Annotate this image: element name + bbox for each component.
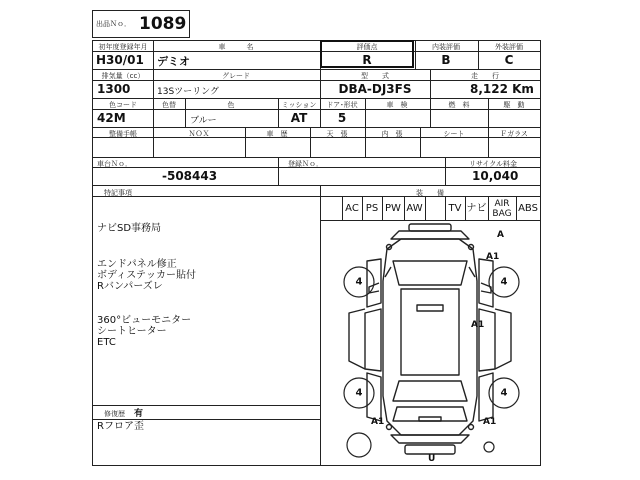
equip-airbag: AIR BAG: [492, 199, 512, 219]
tire-rear-left: 4: [355, 387, 363, 399]
label-front-glass: Ｆガラス: [500, 130, 528, 138]
label-color-swap: 色替: [162, 101, 176, 109]
value-color: ブルー: [190, 116, 217, 126]
lot-label: 出品Ｎｏ．: [96, 20, 131, 28]
lot-number: 1089: [139, 14, 187, 34]
equip-tv: TV: [448, 203, 462, 214]
repair-history-value: 有: [134, 409, 144, 419]
note-line: 360°ビューモニター: [97, 315, 192, 326]
damage-mark: A: [497, 230, 504, 240]
lot-number-box: [92, 10, 190, 38]
label-interior-lining: 内 張: [381, 130, 403, 138]
note-line: エンドパネル修正: [97, 259, 177, 270]
label-year: 初年度登録年月: [98, 43, 148, 51]
label-registration-no: 登録Ｎｏ．: [288, 160, 323, 168]
label-color-code: 色コード: [109, 101, 137, 109]
damage-mark: A1: [371, 417, 385, 427]
label-grade: グレード: [222, 72, 250, 80]
equip-pw: PW: [385, 203, 401, 214]
label-interior-grade: 内装評価: [432, 43, 460, 51]
note-line: ナビSD事務局: [97, 223, 162, 234]
equip-abs: ABS: [518, 203, 538, 214]
notes-header: 特記事項: [104, 189, 132, 197]
damage-mark: U: [428, 454, 436, 464]
label-doors: ドア･形状: [326, 101, 358, 109]
car-damage-diagram: [321, 221, 540, 465]
label-inspection: 車 検: [386, 101, 408, 109]
tire-front-right: 4: [500, 276, 508, 288]
value-doors: 5: [337, 111, 347, 125]
value-recycle-fee: 10,040: [472, 169, 519, 183]
label-mileage: 走 行: [471, 72, 499, 80]
value-grade: 13Sツーリング: [157, 87, 219, 97]
label-vehicle-history: 車 歴: [266, 130, 288, 138]
value-color-code: 42M: [97, 111, 126, 125]
equip-ac: AC: [345, 203, 359, 214]
label-model: 車 名: [218, 43, 254, 51]
label-type: 型 式: [361, 72, 389, 80]
damage-mark: A1: [471, 320, 485, 330]
tire-front-left: 4: [355, 276, 363, 288]
value-interior-grade: B: [441, 53, 451, 67]
tire-rear-right: 4: [500, 387, 508, 399]
equip-navi: ナビ: [466, 203, 487, 214]
label-recycle-fee: リサイクル料金: [468, 160, 518, 168]
value-displacement: 1300: [97, 82, 131, 96]
note-line: ボディステッカー貼付: [97, 270, 196, 281]
label-roof-lining: 天 張: [326, 130, 348, 138]
value-exterior-grade: C: [504, 53, 514, 67]
repair-note: Rフロア歪: [97, 421, 144, 432]
value-type: DBA-DJ3FS: [338, 82, 412, 96]
value-model: デミオ: [157, 55, 190, 68]
label-displacement: 排気量（cc）: [101, 72, 145, 80]
label-fuel: 燃 料: [448, 101, 470, 109]
damage-mark: A1: [483, 417, 497, 427]
label-chassis-no: 車台Ｎｏ．: [97, 160, 132, 168]
equip-aw: AW: [406, 203, 423, 214]
value-mileage: 8,122 Km: [470, 82, 534, 96]
label-nox: ＮＯＸ: [188, 130, 210, 138]
damage-mark: A1: [486, 252, 500, 262]
label-exterior-grade: 外装評価: [495, 43, 523, 51]
label-color: 色: [227, 101, 235, 109]
label-mission: ミッション: [281, 101, 317, 109]
value-year: H30/01: [96, 53, 144, 67]
value-mission: AT: [290, 111, 308, 125]
label-seat: シート: [443, 130, 465, 138]
label-drive: 駆 動: [503, 101, 525, 109]
note-line: Rバンパーズレ: [97, 281, 163, 292]
value-chassis-no: -508443: [162, 169, 218, 183]
equipment-header: 装 備: [416, 189, 444, 197]
note-line: ETC: [97, 337, 116, 348]
value-score: R: [362, 53, 372, 67]
label-maintenance-book: 整備手帳: [109, 130, 137, 138]
repair-history-label: 修復歴: [104, 410, 125, 418]
note-line: シートヒーター: [97, 326, 167, 337]
equip-ps: PS: [365, 203, 379, 214]
label-score: 評価点: [356, 43, 378, 51]
